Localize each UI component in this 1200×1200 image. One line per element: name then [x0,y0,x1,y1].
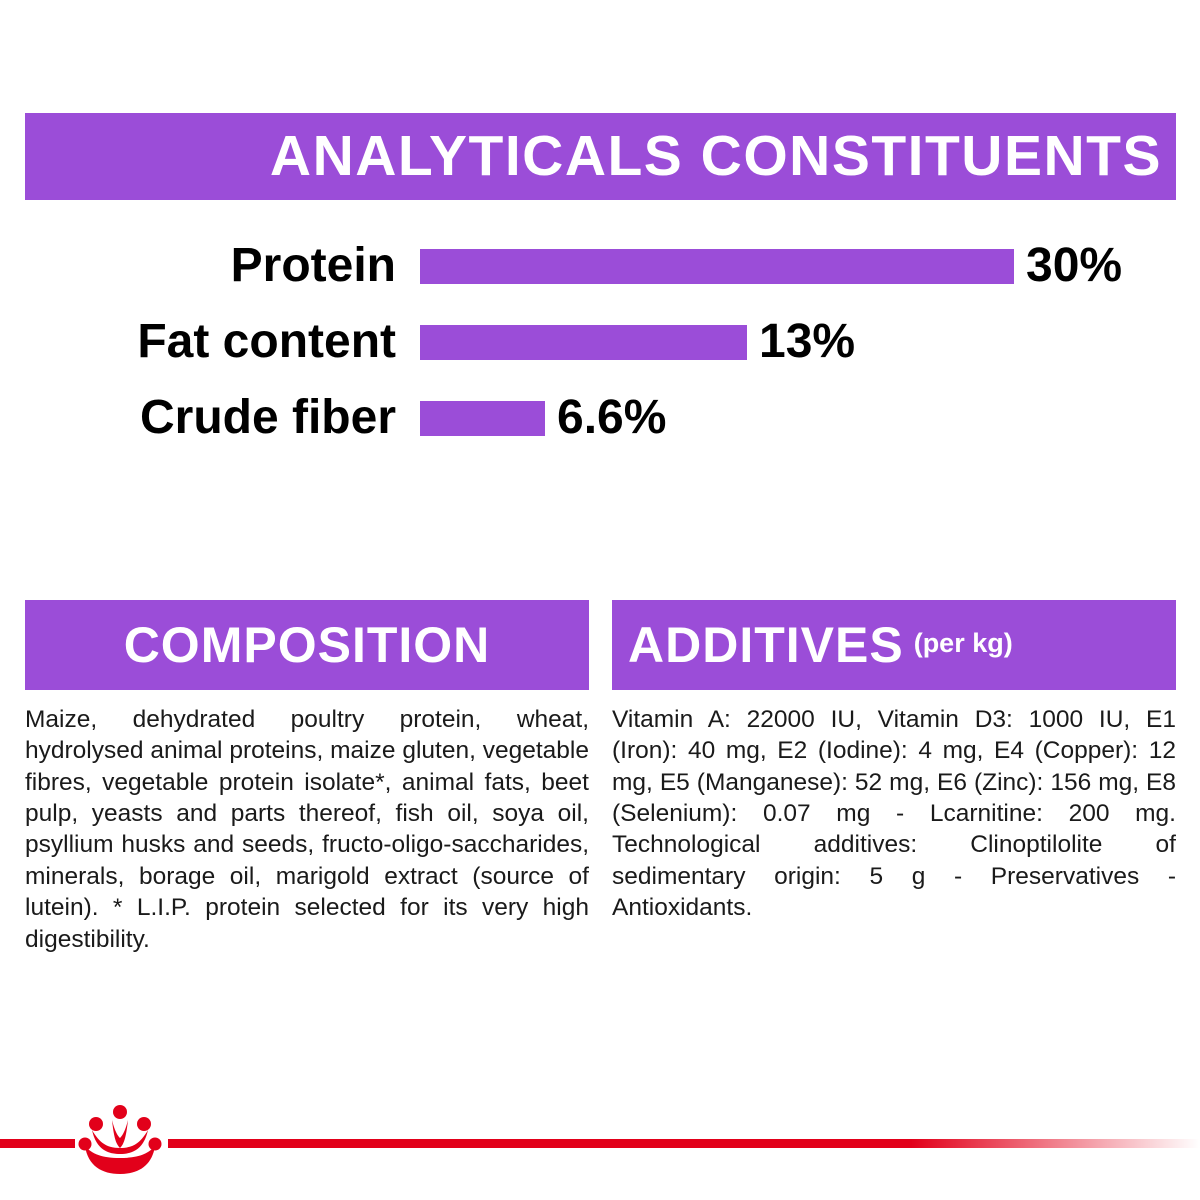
bar-fill-fat-content [420,325,747,360]
analyticals-header-title: ANALYTICALS CONSTITUENTS [269,124,1162,188]
bar-label-protein: Protein [230,239,396,292]
bar-track-crude-fiber [420,391,667,444]
royal-canin-crown-logo [78,1104,162,1176]
bar-value-fat-content: 13% [759,315,856,368]
bar-value-crude-fiber: 6.6% [557,391,667,444]
additives-header-subtitle: (per kg) [913,627,1013,658]
additives-panel [612,600,1176,924]
bar-track-protein [420,239,1123,292]
additives-body-text: Vitamin A: 22000 IU, Vitamin D3: 1000 IU, E1 (Iron): 40 mg, E2 (Iodine): 4 mg, E4 (Copper): 12 mg, E5 (Manganese): 52 mg, E6 (Zinc): 156 mg, E8 (Selenium): 0.07 mg - Lcarnitine: 200 mg. Technological additives: Clinoptilolite of sedimentary origin: 5 g - Preservatives - Antioxidants. [612,706,1176,922]
bar-label-crude-fiber: Crude fiber [139,391,396,444]
footer-rule-right [168,1139,1200,1148]
composition-body-text: Maize, dehydrated poultry protein, wheat, hydrolysed animal proteins, maize gluten, vegetable fibres, vegetable protein isolate*, animal fats, beet pulp, yeasts and parts thereof, fish oil, soya oil, psyllium husks and seeds, fructo-oligo-saccharides, minerals, borage oil, marigold extract (source of lutein). * L.I.P. protein selected for its very high digestibility. [25,706,589,953]
bar-fill-protein [420,249,1014,284]
composition-header-title: COMPOSITION [123,617,491,673]
analyticals-bar-chart [25,235,1176,463]
footer-rule-left [0,1139,75,1148]
composition-header-banner [25,600,589,690]
bar-fill-crude-fiber [420,401,545,436]
bar-row-crude-fiber [25,387,1176,449]
bar-row-protein [25,235,1176,297]
bar-row-fat-content [25,311,1176,373]
additives-header-title: ADDITIVES [628,617,904,673]
bar-track-fat-content [420,315,856,368]
composition-panel [25,600,589,955]
bar-label-fat-content: Fat content [137,315,396,368]
additives-header-banner [612,600,1176,690]
bar-value-protein: 30% [1026,239,1123,292]
analyticals-header-banner [25,113,1176,200]
